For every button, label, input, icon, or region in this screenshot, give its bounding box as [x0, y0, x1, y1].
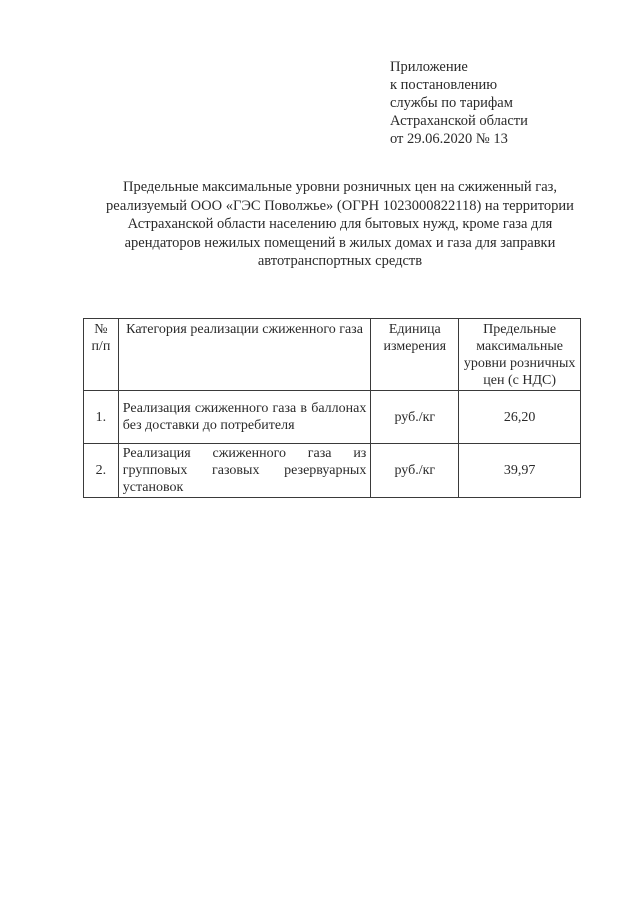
- tariff-table: [83, 318, 581, 498]
- row-unit: руб./кг: [371, 444, 459, 498]
- annex-line: к постановлению: [390, 77, 498, 93]
- title-line: реализуемый ООО «ГЭС Поволжье» (ОГРН 1023000822118) на территории: [106, 197, 574, 214]
- header-category: Категория реализации сжиженного газа: [118, 319, 371, 391]
- annex-line: службы по тарифам: [390, 95, 513, 111]
- annex-header: [390, 58, 620, 148]
- row-number: 2.: [84, 444, 119, 498]
- header-unit: Единица измерения: [371, 319, 459, 391]
- table-header-row: [84, 319, 581, 391]
- row-unit: руб./кг: [371, 391, 459, 444]
- annex-line: Приложение: [390, 59, 468, 75]
- annex-date-number: от 29.06.2020 № 13: [390, 131, 508, 147]
- table-row: [84, 444, 581, 498]
- title-line: арендаторов нежилых помещений в жилых домах и газа для заправки: [124, 234, 556, 251]
- row-number: 1.: [84, 391, 119, 444]
- title-line: Предельные максимальные уровни розничных цен на сжиженный газ,: [122, 179, 558, 195]
- row-price: 26,20: [459, 391, 581, 444]
- row-price: 39,97: [459, 444, 581, 498]
- document-title: [100, 178, 580, 271]
- header-number: № п/п: [84, 319, 119, 391]
- title-line: Астраханской области населению для бытовых нужд, кроме газа для: [127, 216, 553, 232]
- annex-line: Астраханской области: [390, 113, 528, 129]
- header-price: Предельные максимальные уровни розничных цен (с НДС): [459, 319, 581, 391]
- title-line: автотранспортных средств: [257, 253, 423, 269]
- row-category: Реализация сжиженного газа из групповых газовых резервуарных установок: [118, 444, 371, 498]
- row-category: Реализация сжиженного газа в баллонах без доставки до потребителя: [118, 391, 371, 444]
- table-row: [84, 391, 581, 444]
